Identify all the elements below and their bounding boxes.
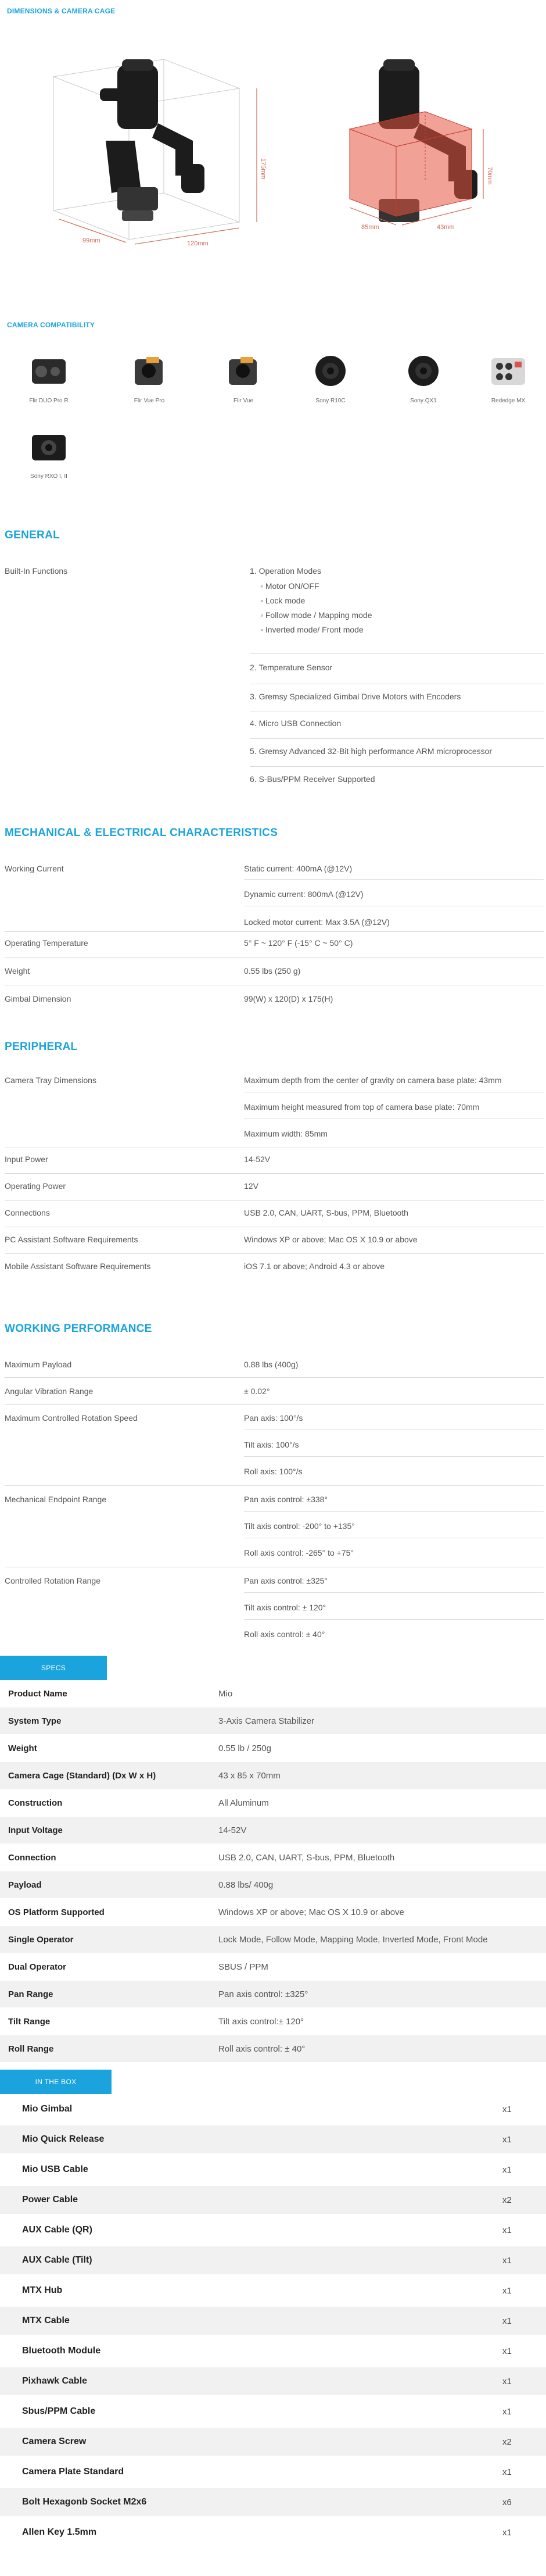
peripheral-section: PERIPHERAL Camera Tray Dimensions Maximum depth from the center of gravity on camera base plate: 43mm Maximum height measured from top of camera base plate: 70mm Maximum width: 85mm Input Power 14-52V Operating Power 12V Connections USB 2.0, CAN, UART, S-bus, PPM, Bluetooth PC Assistant Software Requirements Windows XP or above; Mac OS X 10.9 or above Mobile Assistant Software Requirements iOS 7.1 or above; Android 4.3 or above xyxy=(5,1041,544,1285)
box-item-qty: x1 xyxy=(502,2134,512,2145)
depth-label: 120mm xyxy=(187,240,209,247)
dimensions-title: DIMENSIONS & CAMERA CAGE xyxy=(7,7,116,15)
spec-value: All Aluminum xyxy=(218,1798,269,1808)
box-item-qty: x1 xyxy=(502,2527,512,2538)
camera-item: Sony RXO I, II xyxy=(14,423,84,480)
spec-table-row xyxy=(0,1981,546,2007)
box-item-qty: x2 xyxy=(502,2436,512,2447)
box-item-row xyxy=(0,2398,546,2425)
camera-cage-illustration xyxy=(280,42,536,251)
box-item-row xyxy=(0,2125,546,2153)
spec-value: SBUS / PPM xyxy=(218,1962,268,1972)
camera-icon xyxy=(304,348,357,394)
camera-icon xyxy=(23,348,75,394)
camera-item: Flir Vue Pro xyxy=(114,348,184,404)
spec-key: Single Operator xyxy=(8,1934,74,1945)
spec-table-row xyxy=(0,1844,546,1871)
camera-icon xyxy=(397,348,450,394)
camera-icon xyxy=(482,348,534,394)
camera-item: Flir Vue xyxy=(209,348,278,404)
box-item-row xyxy=(0,2095,546,2123)
box-item-name: Power Cable xyxy=(22,2195,78,2205)
box-item-name: Bluetooth Module xyxy=(22,2346,101,2356)
box-item-name: Bolt Hexagonb Socket M2x6 xyxy=(22,2497,147,2507)
box-item-row xyxy=(0,2307,546,2335)
box-item-row xyxy=(0,2488,546,2516)
spec-key: Construction xyxy=(8,1798,63,1808)
camera-item: Sony QX1 xyxy=(389,348,458,404)
box-item-row xyxy=(0,2428,546,2456)
working-current-label: Working Current xyxy=(5,864,64,873)
spec-key: Roll Range xyxy=(8,2043,54,2054)
function-item: 1. Operation Modes xyxy=(250,566,321,576)
gimbal-dimension-figure xyxy=(19,42,274,251)
spec-table-row xyxy=(0,1789,546,1816)
spec-key: Tilt Range xyxy=(8,2016,51,2027)
camera-icon xyxy=(23,423,75,470)
function-item: 2. Temperature Sensor xyxy=(250,663,333,672)
box-item-qty: x1 xyxy=(502,2285,512,2296)
camera-item: Flir DUO Pro R xyxy=(14,348,84,404)
spec-key: Weight xyxy=(8,1743,37,1753)
spec-value: Tilt axis control:± 120° xyxy=(218,2016,304,2027)
box-item-qty: x1 xyxy=(502,2255,512,2266)
function-item: 6. S-Bus/PPM Receiver Supported xyxy=(250,774,375,784)
box-item-qty: x6 xyxy=(502,2497,512,2507)
spec-value: 3-Axis Camera Stabilizer xyxy=(218,1716,315,1726)
box-item-qty: x1 xyxy=(502,2225,512,2235)
working-current-value: Static current: 400mA (@12V) xyxy=(244,864,353,873)
spec-key: OS Platform Supported xyxy=(8,1907,105,1917)
cage-width-label: 85mm xyxy=(361,224,379,231)
camera-icon xyxy=(217,348,270,394)
camera-item: Rededge MX xyxy=(473,348,543,404)
operation-modes-list xyxy=(260,579,544,637)
spec-value: Roll axis control: ± 40° xyxy=(218,2043,306,2054)
spec-value: Windows XP or above; Mac OS X 10.9 or above xyxy=(218,1907,404,1917)
spec-key: Camera Cage (Standard) (Dx W x H) xyxy=(8,1770,156,1781)
box-item-qty: x2 xyxy=(502,2195,512,2205)
spec-key: Connection xyxy=(8,1852,56,1863)
specs-tab[interactable]: SPECS xyxy=(0,1656,107,1680)
spec-key: Payload xyxy=(8,1880,42,1890)
mechanical-section: MECHANICAL & ELECTRICAL CHARACTERISTICS Working Current Static current: 400mA (@12V) Dynamic current: 800mA (@12V) Locked motor current: Max 3.5A (@12V) Operating Temperature 5° F ~ 120° F (-15° C ~ 50° C) Weight 0.55 lbs (250 g) Gimbal Dimension 99(W) x 120(D) x 175(H) xyxy=(5,827,544,1024)
mode-item: ◦ Follow mode / Mapping mode xyxy=(260,610,372,620)
spec-table-row xyxy=(0,1926,546,1953)
general-section xyxy=(5,529,544,785)
function-item: 3. Gremsy Specialized Gimbal Drive Motors with Encoders xyxy=(250,692,461,701)
box-item-qty: x1 xyxy=(502,2164,512,2175)
spec-key: System Type xyxy=(8,1716,62,1726)
box-item-name: MTX Cable xyxy=(22,2316,70,2325)
box-item-name: AUX Cable (Tilt) xyxy=(22,2255,92,2265)
mode-item: ◦ Motor ON/OFF xyxy=(260,581,319,591)
general-title: GENERAL xyxy=(5,529,60,541)
spec-value: 43 x 85 x 70mm xyxy=(218,1770,281,1781)
box-item-row xyxy=(0,2518,546,2546)
spec-value: Mio xyxy=(218,1688,233,1699)
box-item-name: Mio Gimbal xyxy=(22,2104,73,2114)
box-item-name: Pixhawk Cable xyxy=(22,2376,88,2386)
gimbal-wireframe-illustration xyxy=(19,42,274,251)
performance-title: WORKING PERFORMANCE xyxy=(5,1323,152,1335)
mode-item: ◦ Inverted mode/ Front mode xyxy=(260,625,364,634)
spec-table-row xyxy=(0,1735,546,1762)
compatibility-title: CAMERA COMPATIBILITY xyxy=(7,321,95,329)
performance-section: WORKING PERFORMANCE Maximum Payload 0.88 lbs (400g) Angular Vibration Range ± 0.02° Maximum Controlled Rotation Speed Pan axis: 100°/s Tilt axis: 100°/s Roll axis: 100°/s Mechanical Endpoint Range Pan axis control: ±338° Tilt axis control: -200° to +135° Roll axis control: -265° to +75° Controlled Rotation Range Pan axis control: ±325° Tilt axis control: ± 120° Roll axis control: ± 40° xyxy=(5,1323,544,1648)
box-item-name: Mio USB Cable xyxy=(22,2164,88,2174)
spec-table-row xyxy=(0,1680,546,1707)
dimensions-section xyxy=(7,7,539,251)
built-in-functions-label: Built-In Functions xyxy=(5,566,68,576)
cage-depth-label: 43mm xyxy=(437,224,455,231)
box-item-row xyxy=(0,2246,546,2274)
working-current-value: Locked motor current: Max 3.5A (@12V) xyxy=(244,917,390,927)
in-the-box-tab[interactable]: IN THE BOX xyxy=(0,2070,112,2094)
box-item-name: Mio Quick Release xyxy=(22,2134,105,2144)
camera-item: Sony R10C xyxy=(296,348,365,404)
box-item-row xyxy=(0,2337,546,2365)
mode-item: ◦ Lock mode xyxy=(260,596,306,605)
box-item-row xyxy=(0,2367,546,2395)
box-item-name: Camera Plate Standard xyxy=(22,2467,124,2477)
box-item-name: AUX Cable (QR) xyxy=(22,2225,92,2235)
spec-table-row xyxy=(0,1953,546,1980)
function-item: 4. Micro USB Connection xyxy=(250,719,342,728)
box-item-name: Sbus/PPM Cable xyxy=(22,2406,96,2416)
spec-table-row xyxy=(0,1871,546,1898)
spec-value: 14-52V xyxy=(218,1825,247,1835)
spec-key: Input Voltage xyxy=(8,1825,63,1835)
divider xyxy=(250,766,544,767)
box-item-row xyxy=(0,2216,546,2244)
spec-table-row xyxy=(0,1817,546,1843)
box-item-row xyxy=(0,2186,546,2214)
camera-tray-label: Camera Tray Dimensions xyxy=(5,1076,96,1085)
spec-key: Dual Operator xyxy=(8,1962,67,1972)
box-item-qty: x1 xyxy=(502,2376,512,2386)
spec-table-row xyxy=(0,1899,546,1925)
box-item-row xyxy=(0,2277,546,2305)
spec-key: Product Name xyxy=(8,1688,67,1699)
camera-cage-figure xyxy=(280,42,536,251)
peripheral-title: PERIPHERAL xyxy=(5,1041,78,1053)
box-item-row xyxy=(0,2458,546,2486)
box-item-qty: x1 xyxy=(502,2104,512,2114)
box-item-qty: x1 xyxy=(502,2346,512,2356)
spec-table-row xyxy=(0,2008,546,2035)
box-item-qty: x1 xyxy=(502,2467,512,2477)
camera-compatibility-section xyxy=(7,321,539,480)
divider xyxy=(250,653,544,654)
box-item-name: MTX Hub xyxy=(22,2285,63,2295)
spec-value: 0.88 lbs/ 400g xyxy=(218,1880,274,1890)
functions-list xyxy=(250,566,544,784)
spec-value: USB 2.0, CAN, UART, S-bus, PPM, Bluetooth xyxy=(218,1852,395,1863)
height-label: 175mm xyxy=(260,158,267,180)
spec-value: Lock Mode, Follow Mode, Mapping Mode, Inverted Mode, Front Mode xyxy=(218,1934,488,1945)
width-label: 99mm xyxy=(82,237,100,244)
spec-table-row xyxy=(0,1707,546,1734)
box-item-qty: x1 xyxy=(502,2406,512,2417)
spec-key: Pan Range xyxy=(8,1989,53,1999)
spec-value: Pan axis control: ±325° xyxy=(218,1989,308,1999)
working-current-value: Dynamic current: 800mA (@12V) xyxy=(244,889,364,899)
box-item-row xyxy=(0,2156,546,2184)
spec-table-row xyxy=(0,2035,546,2062)
box-item-name: Camera Screw xyxy=(22,2436,87,2446)
function-item: 5. Gremsy Advanced 32-Bit high performance ARM microprocessor xyxy=(250,746,493,756)
box-item-name: Allen Key 1.5mm xyxy=(22,2527,97,2537)
box-item-qty: x1 xyxy=(502,2316,512,2326)
mechanical-title: MECHANICAL & ELECTRICAL CHARACTERISTICS xyxy=(5,827,278,839)
spec-table-row xyxy=(0,1762,546,1789)
camera-icon xyxy=(123,348,175,394)
spec-value: 0.55 lb / 250g xyxy=(218,1743,271,1753)
cage-height-label: 70mm xyxy=(486,167,493,185)
divider xyxy=(250,738,544,739)
